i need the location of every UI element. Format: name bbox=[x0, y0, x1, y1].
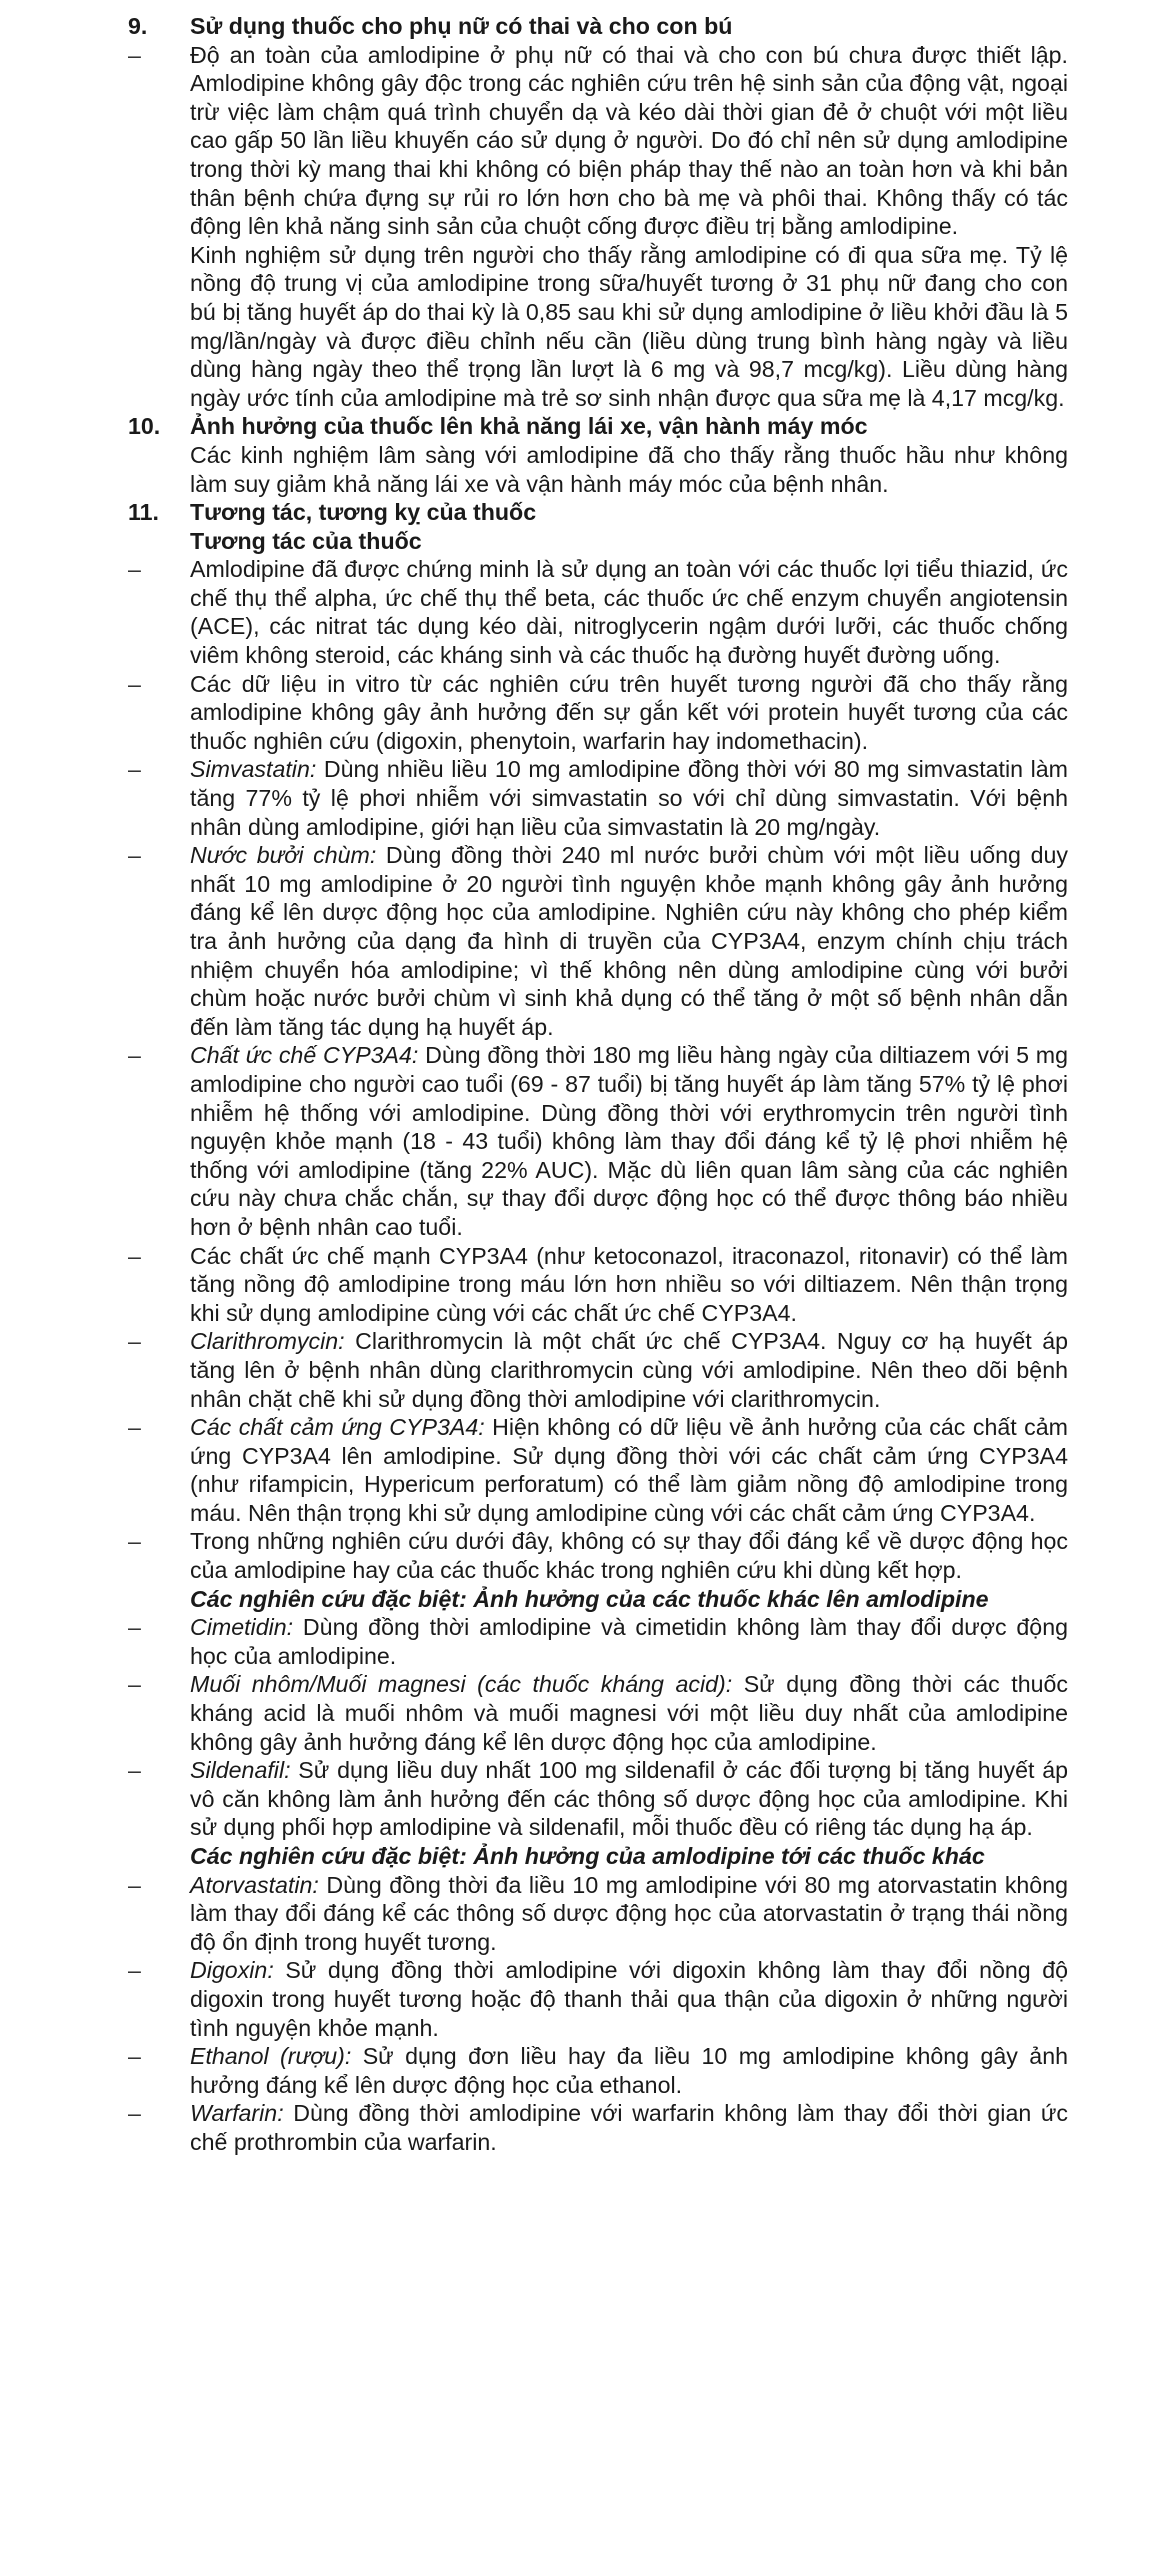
bullet-marker bbox=[128, 1585, 190, 1614]
italic-lead-term: Muối nhôm/Muối magnesi (các thuốc kháng acid): bbox=[190, 1671, 733, 1698]
body-text: Dùng đồng thời 240 ml nước bưởi chùm với một liều uống duy nhất 10 mg amlodipine ở 20 người tình nguyện khỏe mạnh không gây ảnh hưởng đáng kể lên dược động học của amlodipine. Nghiên cứu này không cho phép kiểm tra ảnh hưởng của dạng đa hình di truyền của CYP3A4, enzym chính chịu trách nhiệm chuyển hóa amlodipine; vì thế không nên dùng amlodipine cùng với bưởi chùm hoặc nước bưởi chùm vì sinh khả dụng có thể tăng ở một số bệnh nhân dẫn đến làm tăng tác dụng hạ huyết áp. bbox=[190, 842, 1068, 1040]
bullet-marker: – bbox=[128, 2043, 141, 2070]
text-content bbox=[190, 841, 1068, 1041]
text-content bbox=[190, 412, 1068, 441]
sub-heading bbox=[128, 527, 1068, 556]
bullet-marker: – bbox=[128, 842, 141, 869]
bullet-marker: – bbox=[128, 1528, 141, 1555]
body-text: Dùng đồng thời amlodipine và cimetidin không làm thay đổi dược động học của amlodipine. bbox=[190, 1614, 1068, 1669]
body-text: Các nghiên cứu đặc biệt: Ảnh hưởng của các thuốc khác lên amlodipine bbox=[190, 1585, 989, 1612]
bullet-item bbox=[128, 1041, 1068, 1241]
italic-lead-term: Nước bưởi chùm: bbox=[190, 842, 377, 869]
body-text: Dùng đồng thời đa liều 10 mg amlodipine với 80 mg atorvastatin không làm thay đổi đáng kể các thông số dược động học của atorvastatin ở trạng thái nồng độ ổn định trong huyết tương. bbox=[190, 1871, 1068, 1955]
body-text: Độ an toàn của amlodipine ở phụ nữ có thai và cho con bú chưa được thiết lập. Amlodipine không gây độc trong các nghiên cứu trên hệ sinh sản của động vật, ngoại trừ việc làm chậm quá trình chuyển dạ và kéo dài thời gian đẻ ở chuột với một liều cao gấp 50 lần liều khuyến cáo sử dụng ở người. Do đó chỉ nên sử dụng amlodipine trong thời kỳ mang thai khi không có biện pháp thay thế nào an toàn hơn và khi bản thân bệnh chứa đựng sự rủi ro lớn hơn cho bà mẹ và phôi thai. Không thấy có tác động lên khả năng sinh sản của chuột cống được điều trị bằng amlodipine. bbox=[190, 41, 1068, 240]
bullet-item bbox=[128, 1613, 1068, 1670]
bullet-marker: – bbox=[128, 1042, 141, 1069]
body-text: Dùng đồng thời amlodipine với warfarin không làm thay đổi thời gian ức chế prothrombin của warfarin. bbox=[190, 2100, 1068, 2155]
text-content bbox=[190, 1842, 1068, 1871]
bullet-marker bbox=[128, 527, 190, 556]
text-content bbox=[190, 1242, 1068, 1328]
bullet-marker: – bbox=[128, 756, 141, 783]
section-number: 11. bbox=[128, 499, 159, 526]
special-study-heading bbox=[128, 1585, 1068, 1614]
body-text: Clarithromycin là một chất ức chế CYP3A4. Nguy cơ hạ huyết áp tăng lên ở bệnh nhân dùng clarithromycin cùng với amlodipine. Nên theo dõi bệnh nhân chặt chẽ khi sử dụng đồng thời amlodipine với clarithromycin. bbox=[190, 1328, 1068, 1412]
bullet-item bbox=[128, 1527, 1068, 1584]
text-content bbox=[190, 1756, 1068, 1842]
text-content bbox=[190, 1527, 1068, 1584]
body-text: Amlodipine đã được chứng minh là sử dụng an toàn với các thuốc lợi tiểu thiazid, ức chế thụ thể alpha, ức chế thụ thể beta, các thuốc ức chế enzym chuyển angiotensin (ACE), các nitrat tác dụng kéo dài, nitroglycerin ngậm dưới lưỡi, các thuốc chống viêm không steroid, các kháng sinh và các thuốc hạ đường huyết đường uống. bbox=[190, 556, 1068, 669]
section-number: 9. bbox=[128, 13, 148, 39]
italic-lead-term: Simvastatin: bbox=[190, 756, 317, 783]
paragraph bbox=[128, 241, 1068, 413]
body-text: Tương tác, tương kỵ của thuốc bbox=[190, 499, 537, 526]
text-content bbox=[190, 498, 1068, 527]
document-content bbox=[128, 12, 1068, 2157]
text-content bbox=[190, 670, 1068, 756]
body-text: Các chất ức chế mạnh CYP3A4 (như ketoconazol, itraconazol, ritonavir) có thể làm tăng nồng độ amlodipine trong máu lớn hơn nhiều so với diltiazem. Nên thận trọng khi sử dụng amlodipine cùng với các chất ức chế CYP3A4. bbox=[190, 1242, 1068, 1326]
italic-lead-term: Chất ức chế CYP3A4: bbox=[190, 1042, 419, 1069]
bullet-item bbox=[128, 555, 1068, 669]
body-text: Dùng đồng thời 180 mg liều hàng ngày của diltiazem với 5 mg amlodipine cho người cao tuổi (69 - 87 tuổi) bị tăng huyết áp làm tăng 57% tỷ lệ phơi nhiễm hệ thống với amlodipine. Dùng đồng thời với erythromycin trên người tình nguyện khỏe mạnh (18 - 43 tuổi) không làm thay đổi đáng kể tỷ lệ phơi nhiễm hệ thống với amlodipine (tăng 22% AUC). Mặc dù liên quan lâm sàng của các nghiên cứu này chưa chắc chắn, sự thay đổi dược động học có thể được thông báo nhiều hơn ở bệnh nhân cao tuổi. bbox=[190, 1042, 1068, 1240]
body-text: Sử dụng đơn liều hay đa liều 10 mg amlodipine không gây ảnh hưởng đáng kể lên dược động học của ethanol. bbox=[190, 2043, 1068, 2098]
bullet-item bbox=[128, 2042, 1068, 2099]
section-number: 10. bbox=[128, 413, 161, 440]
bullet-marker: – bbox=[128, 556, 141, 583]
text-content bbox=[190, 12, 1068, 41]
bullet-item bbox=[128, 1871, 1068, 1957]
text-content bbox=[190, 241, 1068, 413]
body-text: Sử dụng đồng thời các thuốc kháng acid là muối nhôm và muối magnesi với một liều duy nhất của amlodipine không gây ảnh hưởng đáng kể lên dược động học của amlodipine. bbox=[190, 1671, 1069, 1755]
text-content bbox=[190, 2099, 1068, 2156]
bullet-marker: – bbox=[128, 41, 141, 68]
italic-lead-term: Ethanol (rượu): bbox=[190, 2043, 352, 2070]
section-heading bbox=[128, 12, 1068, 41]
bullet-marker: – bbox=[128, 1957, 141, 1984]
body-text: Trong những nghiên cứu dưới đây, không có sự thay đổi đáng kể về dược động học của amlodipine hay của các thuốc khác trong nghiên cứu khi dùng kết hợp. bbox=[190, 1528, 1068, 1584]
bullet-marker bbox=[128, 1842, 190, 1871]
bullet-item bbox=[128, 755, 1068, 841]
text-content bbox=[190, 1871, 1068, 1957]
bullet-marker: – bbox=[128, 1757, 141, 1784]
bullet-marker: – bbox=[128, 670, 141, 697]
body-text: Các nghiên cứu đặc biệt: Ảnh hưởng của amlodipine tới các thuốc khác bbox=[190, 1843, 985, 1869]
text-content bbox=[190, 1041, 1068, 1241]
bullet-item bbox=[128, 1670, 1068, 1756]
text-content bbox=[190, 555, 1068, 669]
text-content bbox=[190, 1327, 1068, 1413]
bullet-item bbox=[128, 1956, 1068, 2042]
body-text: Sử dụng thuốc cho phụ nữ có thai và cho con bú bbox=[190, 13, 733, 39]
bullet-marker: – bbox=[128, 1871, 141, 1898]
paragraph bbox=[128, 441, 1068, 498]
text-content bbox=[190, 2042, 1068, 2099]
body-text: Các kinh nghiệm lâm sàng với amlodipine đã cho thấy rằng thuốc hầu như không làm suy giảm khả năng lái xe và vận hành máy móc của bệnh nhân. bbox=[190, 441, 1068, 497]
text-content bbox=[190, 1585, 1068, 1614]
body-text: Ảnh hưởng của thuốc lên khả năng lái xe, vận hành máy móc bbox=[190, 413, 868, 440]
italic-lead-term: Atorvastatin: bbox=[190, 1871, 319, 1898]
italic-lead-term: Cimetidin: bbox=[190, 1614, 294, 1641]
bullet-marker bbox=[128, 241, 190, 413]
text-content bbox=[190, 1413, 1068, 1527]
body-text: Hiện không có dữ liệu về ảnh hưởng của các chất cảm ứng CYP3A4 lên amlodipine. Sử dụng đồng thời với các chất cảm ứng CYP3A4 (như rifampicin, Hypericum perforatum) có thể làm giảm nồng độ amlodipine trong máu. Nên thận trọng khi sử dụng amlodipine cùng với các chất cảm ứng CYP3A4. bbox=[190, 1414, 1068, 1526]
text-content bbox=[190, 1670, 1068, 1756]
text-content bbox=[190, 755, 1068, 841]
body-text: Các dữ liệu in vitro từ các nghiên cứu trên huyết tương người đã cho thấy rằng amlodipine không gây ảnh hưởng đến sự gắn kết với protein huyết tương của các thuốc nghiên cứu (digoxin, phenytoin, warfarin hay indomethacin). bbox=[190, 670, 1068, 754]
text-content bbox=[190, 527, 1068, 556]
bullet-item bbox=[128, 41, 1068, 241]
bullet-item bbox=[128, 1413, 1068, 1527]
italic-lead-term: Warfarin: bbox=[190, 2100, 284, 2127]
italic-lead-term: Digoxin: bbox=[190, 1957, 274, 1984]
italic-lead-term: Clarithromycin: bbox=[190, 1328, 345, 1355]
italic-lead-term: Các chất cảm ứng CYP3A4: bbox=[190, 1414, 485, 1441]
bullet-marker: – bbox=[128, 1614, 141, 1641]
special-study-heading bbox=[128, 1842, 1068, 1871]
bullet-marker: – bbox=[128, 1671, 141, 1698]
section-heading bbox=[128, 498, 1068, 527]
text-content bbox=[190, 1956, 1068, 2042]
body-text: Tương tác của thuốc bbox=[190, 527, 422, 554]
bullet-marker bbox=[128, 441, 190, 498]
body-text: Sử dụng liều duy nhất 100 mg sildenafil ở các đối tượng bị tăng huyết áp vô căn không làm ảnh hưởng đến các thông số dược động học của amlodipine. Khi sử dụng phối hợp amlodipine và sildenafil, mỗi thuốc đều có riêng tác dụng hạ áp. bbox=[190, 1757, 1068, 1841]
bullet-marker: – bbox=[128, 1328, 141, 1355]
italic-lead-term: Sildenafil: bbox=[190, 1757, 291, 1784]
text-content bbox=[190, 1613, 1068, 1670]
bullet-marker: – bbox=[128, 2100, 141, 2127]
bullet-item bbox=[128, 1242, 1068, 1328]
body-text: Dùng nhiều liều 10 mg amlodipine đồng thời với 80 mg simvastatin làm tăng 77% tỷ lệ phơi nhiễm với simvastatin so với chỉ dùng simvastatin. Với bệnh nhân dùng amlodipine, giới hạn liều của simvastatin là 20 mg/ngày. bbox=[190, 756, 1068, 840]
bullet-item bbox=[128, 841, 1068, 1041]
section-heading bbox=[128, 412, 1068, 441]
bullet-item bbox=[128, 670, 1068, 756]
body-text: Kinh nghiệm sử dụng trên người cho thấy rằng amlodipine có đi qua sữa mẹ. Tỷ lệ nồng độ trung vị của amlodipine trong sữa/huyết tương ở 31 phụ nữ đang cho con bú bị tăng huyết áp do thai kỳ là 0,85 sau khi sử dụng amlodipine ở liều khởi đầu là 5 mg/lần/ngày và được điều chỉnh nếu cần (liều dùng trung bình hàng ngày và liều dùng hàng ngày theo thể trọng lần lượt là 6 mg và 98,7 mcg/kg). Liều dùng hàng ngày ước tính của amlodipine mà trẻ sơ sinh nhận được qua sữa mẹ là 4,17 mcg/kg. bbox=[190, 241, 1068, 411]
bullet-marker: – bbox=[128, 1242, 141, 1269]
body-text: Sử dụng đồng thời amlodipine với digoxin không làm thay đổi nồng độ digoxin trong huyết tương hoặc độ thanh thải qua thận của digoxin ở những người tình nguyện khỏe mạnh. bbox=[190, 1957, 1068, 2041]
bullet-item bbox=[128, 1756, 1068, 1842]
text-content bbox=[190, 441, 1068, 498]
bullet-item bbox=[128, 1327, 1068, 1413]
bullet-marker: – bbox=[128, 1414, 141, 1441]
bullet-item bbox=[128, 2099, 1068, 2156]
text-content bbox=[190, 41, 1068, 241]
